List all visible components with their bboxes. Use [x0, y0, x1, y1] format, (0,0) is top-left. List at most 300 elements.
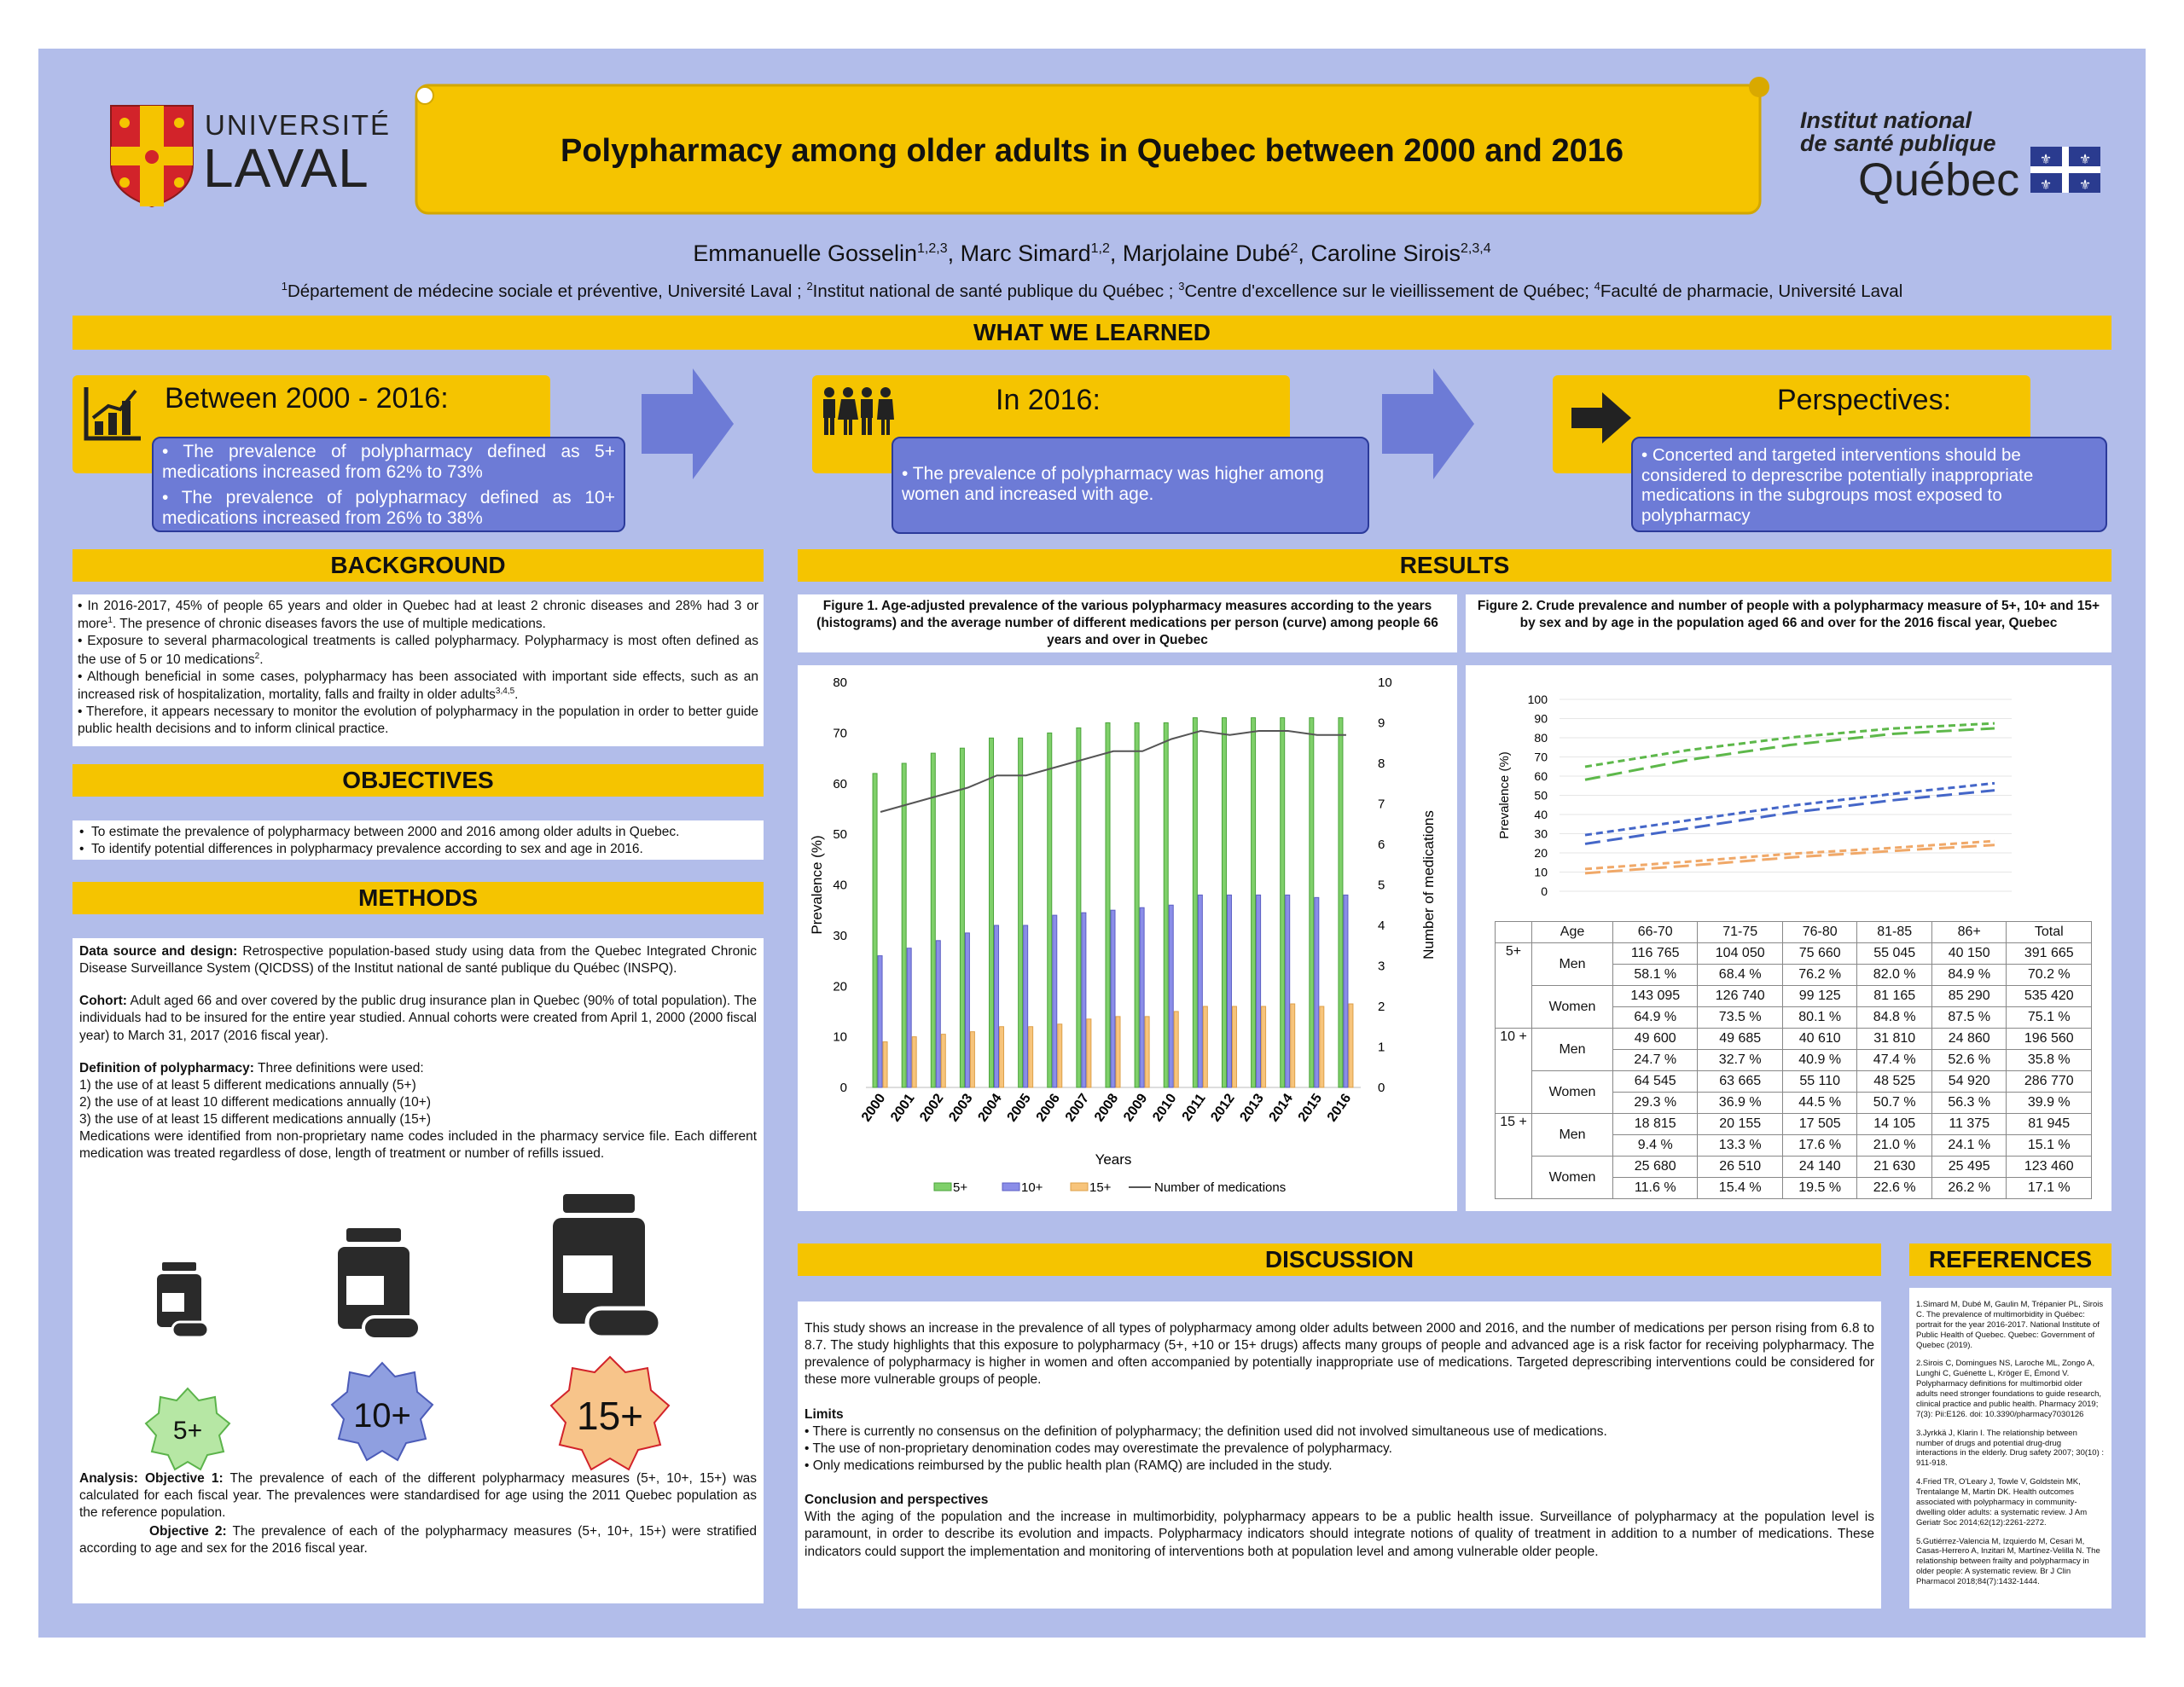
- learned-box-1-heading: Between 2000 - 2016:: [165, 382, 449, 415]
- bar-15plus: [970, 1032, 974, 1087]
- table-percent-cell: 39.9 %: [2007, 1093, 2092, 1114]
- author-sep: ,: [947, 241, 961, 266]
- x-tick-label: 2005: [1004, 1091, 1034, 1125]
- x-tick-label: 2010: [1150, 1091, 1180, 1125]
- limit-item: • There is currently no consensus on the definition of polypharmacy; the definition used did not involved simultaneous use of medications.: [804, 1423, 1607, 1439]
- bar-10plus: [1024, 925, 1028, 1087]
- table-corner-cell: [1496, 922, 1532, 943]
- affil-text: Département de médecine sociale et préventive, Université Laval ;: [287, 281, 807, 301]
- pill-bottle-icon: [333, 1228, 427, 1348]
- bar-5plus: [1281, 718, 1285, 1087]
- table-percent-cell: 15.1 %: [2007, 1135, 2092, 1157]
- learned-box-2-heading: In 2016:: [996, 384, 1101, 416]
- bar-5plus: [960, 748, 964, 1087]
- table-sex-cell: Women: [1532, 1157, 1613, 1199]
- definition-item: 1) the use of at least 5 different medications annually (5+): [79, 1077, 416, 1093]
- table-header-cell: 81-85: [1857, 922, 1932, 943]
- bar-15plus: [1174, 1012, 1178, 1087]
- table-count-cell: 81 165: [1857, 986, 1932, 1007]
- table-percent-cell: 70.2 %: [2007, 965, 2092, 986]
- objective-text: To estimate the prevalence of polypharmacy between 2000 and 2016 among older adults in Quebec.: [91, 825, 680, 839]
- x-tick-label: 2006: [1033, 1091, 1064, 1125]
- table-percent-cell: 19.5 %: [1782, 1178, 1857, 1199]
- series-line-10-women: [1585, 783, 1995, 835]
- table-count-cell: 99 125: [1782, 986, 1857, 1007]
- table-sex-cell: Women: [1532, 1071, 1613, 1114]
- table-percent-cell: 58.1 %: [1613, 965, 1698, 986]
- legend-swatch: [934, 1183, 951, 1191]
- laval-shield-icon: [109, 104, 195, 208]
- table-percent-cell: 84.8 %: [1857, 1007, 1932, 1029]
- table-header-cell: Age: [1532, 922, 1613, 943]
- methods-label: Data source and design:: [79, 944, 238, 959]
- table-count-cell: 25 680: [1613, 1157, 1698, 1178]
- table-row: [1496, 986, 2092, 1007]
- bar-5plus: [990, 738, 994, 1087]
- bar-10plus: [907, 948, 911, 1087]
- series-line-15-women: [1585, 841, 1995, 869]
- bar-5plus: [1019, 738, 1023, 1087]
- x-axis-title: Years: [1095, 1151, 1132, 1168]
- table-count-cell: 75 660: [1782, 943, 1857, 965]
- affiliations-line: [0, 280, 2184, 302]
- arrow-right-icon: [1571, 392, 1633, 443]
- objective-text: To identify potential differences in polypharmacy prevalence according to sex and age in 2016.: [91, 842, 643, 857]
- y-tick-label: 100: [1527, 693, 1548, 706]
- table-count-cell: 143 095: [1613, 986, 1698, 1007]
- bar-15plus: [1232, 1006, 1236, 1087]
- y-tick-label: 40: [833, 878, 847, 893]
- table-count-cell: 64 545: [1613, 1071, 1698, 1093]
- methods-panel: [73, 938, 764, 1603]
- x-tick-label: 2008: [1091, 1091, 1122, 1125]
- table-percent-cell: 29.3 %: [1613, 1093, 1698, 1114]
- y-axis-title: Prevalence (%): [1497, 751, 1512, 839]
- x-tick-label: 2014: [1266, 1091, 1296, 1125]
- table-percent-cell: 17.1 %: [2007, 1178, 2092, 1199]
- badge-5-plus: [141, 1382, 235, 1475]
- table-count-cell: 49 685: [1698, 1029, 1782, 1050]
- author-sep: ,: [1109, 241, 1123, 266]
- y2-tick-label: 5: [1378, 878, 1385, 893]
- table-percent-cell: 80.1 %: [1782, 1007, 1857, 1029]
- table-percent-cell: 84.9 %: [1931, 965, 2007, 986]
- bar-5plus: [873, 774, 877, 1087]
- background-panel: [73, 594, 764, 746]
- pill-bottle-icon: [546, 1194, 665, 1348]
- author-name: Marc Simard: [960, 241, 1091, 266]
- bar-10plus: [1198, 895, 1202, 1087]
- bar-5plus: [1252, 718, 1256, 1087]
- y-tick-label: 40: [1534, 808, 1548, 821]
- methods-text: Adult aged 66 and over covered by the public drug insurance plan in Quebec (90% of total population). The individuals had to be insured for the entire year studied. Annual cohorts were created from April 1, 2000 (2000 fiscal year) to March 31, 2017 (2016 fiscal year).: [79, 994, 757, 1043]
- methods-definition-note: Medications were identified from non-proprietary name codes included in the pharmacy service file. Each different medication was treated regardless of dose, length of treatment or number of refills issued.: [79, 1129, 757, 1162]
- legend-swatch: [1002, 1183, 1019, 1191]
- y2-tick-label: 8: [1378, 757, 1385, 771]
- bar-10plus: [1111, 910, 1115, 1087]
- figure-2-chart: [1466, 665, 2111, 921]
- table-percent-cell: 9.4 %: [1613, 1135, 1698, 1157]
- y-tick-label: 80: [1534, 731, 1548, 745]
- x-tick-label: 2002: [917, 1091, 947, 1125]
- author-sup: 1,2,3: [917, 241, 948, 256]
- bar-10plus: [936, 941, 940, 1087]
- table-percent-cell: 22.6 %: [1857, 1178, 1932, 1199]
- bar-10plus: [1140, 907, 1144, 1087]
- svg-text:⚜: ⚜: [2039, 177, 2053, 193]
- author-sup: 2: [1290, 241, 1298, 256]
- table-count-cell: 196 560: [2007, 1029, 2092, 1050]
- table-count-cell: 18 815: [1613, 1114, 1698, 1135]
- x-tick-label: 2000: [858, 1091, 889, 1125]
- y-tick-label: 60: [1534, 769, 1548, 783]
- y2-tick-label: 10: [1378, 675, 1392, 690]
- table-count-cell: 49 600: [1613, 1029, 1698, 1050]
- background-paragraph: • Therefore, it appears necessary to monitor the evolution of polypharmacy in the population in order to better guide public health decisions and to inform clinical practice.: [78, 704, 758, 737]
- y-tick-label: 0: [839, 1081, 847, 1095]
- methods-definition: [79, 1060, 757, 1077]
- bg-text: • In 2016-2017, 45% of people 65 years and older in Quebec had at least 2 chronic diseases and 28% had 3 or more: [78, 599, 758, 632]
- table-percent-cell: 75.1 %: [2007, 1007, 2092, 1029]
- table-percent-cell: 13.3 %: [1698, 1135, 1782, 1157]
- methods-analysis: [79, 1470, 757, 1522]
- table-percent-cell: 56.3 %: [1931, 1093, 2007, 1114]
- bar-10plus: [1286, 895, 1290, 1087]
- bar-15plus: [1349, 1004, 1353, 1087]
- bar-5plus: [1048, 733, 1052, 1087]
- figure-2-table: [1495, 921, 2092, 1199]
- y-tick-label: 10: [833, 1029, 847, 1045]
- table-count-cell: 24 140: [1782, 1157, 1857, 1178]
- table-percent-cell: 21.0 %: [1857, 1135, 1932, 1157]
- table-count-cell: 55 110: [1782, 1071, 1857, 1093]
- x-tick-label: 2009: [1121, 1091, 1151, 1125]
- table-row: [1496, 1071, 2092, 1093]
- laval-logo-line1: UNIVERSITÉ: [205, 109, 392, 141]
- bar-10plus: [1053, 915, 1057, 1087]
- y2-tick-label: 9: [1378, 716, 1385, 731]
- table-percent-cell: 87.5 %: [1931, 1007, 2007, 1029]
- table-count-cell: 54 920: [1931, 1071, 2007, 1093]
- table-count-cell: 14 105: [1857, 1114, 1932, 1135]
- reference-item: 4.Fried TR, O'Leary J, Towle V, Goldstein MK, Trentalange M, Martin DK. Health outcomes associated with polypharmacy in community-dwelling older adults: a systematic review. J Am Geriatr Soc 2014;62(12):2261-2272.: [1916, 1477, 2088, 1528]
- table-row: [1496, 1029, 2092, 1050]
- bar-5plus: [1164, 723, 1168, 1088]
- bg-text: • Exposure to several pharmacological treatments is called polypharmacy. Polypharmacy is most often defined as the use of 5 or 10 medications: [78, 634, 758, 667]
- table-count-cell: 20 155: [1698, 1114, 1782, 1135]
- citation-sup: 3,4,5: [495, 687, 515, 697]
- author-sup: 1,2: [1090, 241, 1110, 256]
- table-percent-cell: 35.8 %: [2007, 1050, 2092, 1071]
- figure-2-panel: [1466, 665, 2111, 1211]
- table-sex-cell: Women: [1532, 986, 1613, 1029]
- badge-label: 10+: [353, 1397, 411, 1435]
- bar-5plus: [1106, 723, 1110, 1088]
- reference-item: 1.Simard M, Dubé M, Gaulin M, Trépanier PL, Sirois C. The prevalence of multimorbidity in Québec: portrait for the year 2016-2017. National Institute of Public Health of Quebec. Quebec: Government of Quebec (2019).: [1916, 1300, 2104, 1350]
- bar-10plus: [1169, 905, 1173, 1087]
- methods-header: METHODS: [73, 882, 764, 914]
- bar-15plus: [1000, 1027, 1004, 1087]
- figure-1-chart: [798, 665, 1457, 1211]
- table-percent-cell: 24.7 %: [1613, 1050, 1698, 1071]
- x-tick-label: 2016: [1324, 1091, 1355, 1125]
- table-sex-cell: Men: [1532, 943, 1613, 986]
- badge-label: 5+: [172, 1417, 203, 1445]
- y2-tick-label: 4: [1378, 919, 1385, 933]
- table-header-cell: 71-75: [1698, 922, 1782, 943]
- inspq-logo-line1: Institut national: [1800, 107, 1972, 133]
- methods-label: Analysis: Objective 1:: [79, 1471, 224, 1486]
- methods-label: Cohort:: [79, 994, 127, 1009]
- table-group-cell: 10 +: [1496, 1029, 1532, 1114]
- bar-10plus: [965, 933, 969, 1087]
- table-percent-cell: 47.4 %: [1857, 1050, 1932, 1071]
- badge-label: 15+: [576, 1394, 644, 1438]
- bar-15plus: [1087, 1019, 1091, 1087]
- table-percent-cell: 15.4 %: [1698, 1178, 1782, 1199]
- table-count-cell: 40 610: [1782, 1029, 1857, 1050]
- y-tick-label: 30: [1534, 826, 1548, 841]
- y-tick-label: 50: [1534, 788, 1548, 803]
- table-count-cell: 31 810: [1857, 1029, 1932, 1050]
- bar-15plus: [1320, 1006, 1324, 1087]
- references-header: REFERENCES: [1909, 1244, 2111, 1276]
- right-arrow-icon: [642, 368, 735, 479]
- svg-text:⚜: ⚜: [2078, 151, 2092, 167]
- table-percent-cell: 68.4 %: [1698, 965, 1782, 986]
- table-count-cell: 17 505: [1782, 1114, 1857, 1135]
- bar-15plus: [1145, 1017, 1149, 1087]
- learned-box-3-heading: Perspectives:: [1776, 384, 1952, 416]
- table-percent-cell: 11.6 %: [1613, 1178, 1698, 1199]
- y-tick-label: 30: [833, 928, 847, 943]
- table-count-cell: 26 510: [1698, 1157, 1782, 1178]
- discussion-paragraph: This study shows an increase in the prevalence of all types of polypharmacy among older adults between 2000 and 2016, and the number of medications per person rising from 6.8 to 8.7. The study highlights that this exposure to polypharmacy (5+, +10 or 15+ drugs) affects many groups of people and advanced age is a risk factor for receiving polypharmacy. The prevalence of polypharmacy is higher in women and often accompanied by potentially inappropriate use of medications. Targeted deprescribing interventions could be considered for these more vulnerable groups of people.: [804, 1321, 1874, 1388]
- table-group-cell: 5+: [1496, 943, 1532, 1029]
- learned-box-2-body: [892, 437, 1369, 534]
- definition-item: 2) the use of at least 10 different medications annually (10+): [79, 1094, 432, 1110]
- x-tick-label: 2001: [888, 1091, 918, 1125]
- author-name: Caroline Sirois: [1310, 241, 1461, 266]
- legend-label: 5+: [953, 1180, 968, 1195]
- citation-sup: 2: [254, 651, 260, 661]
- bar-5plus: [902, 763, 906, 1087]
- table-count-cell: 391 665: [2007, 943, 2092, 965]
- table-percent-cell: 76.2 %: [1782, 965, 1857, 986]
- bar-15plus: [1262, 1006, 1266, 1087]
- author-name: Emmanuelle Gosselin: [693, 241, 917, 266]
- affil-sup: 3: [1178, 280, 1185, 293]
- badge-15-plus: [546, 1350, 674, 1478]
- bg-text: .: [514, 687, 519, 703]
- legend-label: 10+: [1021, 1180, 1043, 1195]
- methods-text: The prevalence of each of the different polypharmacy measures (5+, 10+, 15+) was calculated for each fiscal year. The prevalences were standardised for age using the 2011 Quebec population as the reference population.: [79, 1471, 758, 1521]
- background-paragraph: [78, 598, 758, 633]
- bar-10plus: [1315, 897, 1319, 1087]
- svg-text:⚜: ⚜: [2078, 177, 2092, 193]
- table-percent-cell: 32.7 %: [1698, 1050, 1782, 1071]
- bar-15plus: [941, 1035, 945, 1087]
- pill-bottle-icon: [154, 1262, 213, 1348]
- objective-item: • To identify potential differences in polypharmacy prevalence according to sex and age in 2016.: [79, 842, 643, 857]
- bar-10plus: [1082, 913, 1086, 1087]
- methods-data-source: [79, 943, 757, 977]
- y-tick-label: 70: [833, 726, 847, 741]
- affil-sup: 4: [1594, 280, 1600, 293]
- bg-text: .: [259, 652, 264, 667]
- discussion-panel: [798, 1301, 1881, 1609]
- methods-objective-2: [79, 1523, 757, 1557]
- x-tick-label: 2007: [1062, 1091, 1093, 1125]
- author-sep: ,: [1298, 241, 1311, 266]
- bar-15plus: [1116, 1017, 1120, 1087]
- table-count-cell: 123 460: [2007, 1157, 2092, 1178]
- bg-text: . The presence of chronic diseases favors the use of multiple medications.: [112, 617, 546, 632]
- table-count-cell: 535 420: [2007, 986, 2092, 1007]
- citation-sup: 1: [107, 616, 113, 626]
- legend-label: Number of medications: [1154, 1180, 1287, 1195]
- bar-15plus: [883, 1042, 887, 1087]
- table-percent-cell: 36.9 %: [1698, 1093, 1782, 1114]
- table-count-cell: 85 290: [1931, 986, 2007, 1007]
- table-count-cell: 104 050: [1698, 943, 1782, 965]
- learned-box-1-body: [152, 437, 625, 532]
- x-tick-label: 2011: [1179, 1091, 1209, 1124]
- table-percent-cell: 40.9 %: [1782, 1050, 1857, 1071]
- learned-bullet: • The prevalence of polypharmacy was higher among women and increased with age.: [902, 464, 1324, 505]
- bar-5plus: [1310, 718, 1314, 1087]
- y-tick-label: 50: [833, 827, 847, 843]
- bar-15plus: [1291, 1004, 1295, 1087]
- table-sex-cell: Men: [1532, 1114, 1613, 1157]
- table-percent-cell: 26.2 %: [1931, 1178, 2007, 1199]
- conclusion-paragraph: With the aging of the population and the increase in multimorbidity, polypharmacy appears to be a public health issue. Surveillance of polypharmacy at the population level is paramount, in order to describe its evolution and impacts. Polypharmacy indicators should integrate notions of quality of treatment in addition to a number of medications. These indicators could support the implementation and monitoring of interventions both at population level and among vulnerable older people.: [804, 1510, 1874, 1559]
- table-count-cell: 40 150: [1931, 943, 2007, 965]
- table-percent-cell: 52.6 %: [1931, 1050, 2007, 1071]
- table-count-cell: 25 495: [1931, 1157, 2007, 1178]
- bar-5plus: [1077, 728, 1081, 1087]
- conclusion-title: Conclusion and perspectives: [804, 1493, 989, 1508]
- table-percent-cell: 73.5 %: [1698, 1007, 1782, 1029]
- methods-text: The prevalence of each of the polypharmacy measures (5+, 10+, 15+) were stratified according to age and sex for the 2016 fiscal year.: [79, 1524, 757, 1557]
- background-paragraph: [78, 633, 758, 668]
- y2-tick-label: 1: [1378, 1040, 1385, 1055]
- y-tick-label: 0: [1541, 884, 1548, 898]
- universite-laval-logo: [109, 104, 392, 215]
- objectives-panel: [73, 820, 764, 860]
- bar-15plus: [1058, 1024, 1062, 1087]
- references-panel: [1909, 1288, 2111, 1609]
- table-header-cell: Total: [2007, 922, 2092, 943]
- limit-item: • Only medications reimbursed by the public health plan (RAMQ) are included in the study.: [804, 1458, 1333, 1473]
- objectives-header: OBJECTIVES: [73, 764, 764, 797]
- table-count-cell: 55 045: [1857, 943, 1932, 965]
- table-header-cell: 66-70: [1613, 922, 1698, 943]
- table-count-cell: 24 860: [1931, 1029, 2007, 1050]
- table-header-cell: 86+: [1931, 922, 2007, 943]
- table-row: [1496, 943, 2092, 965]
- y-axis-title: Prevalence (%): [809, 835, 825, 935]
- table-count-cell: 286 770: [2007, 1071, 2092, 1093]
- table-percent-cell: 50.7 %: [1857, 1093, 1932, 1114]
- bar-10plus: [1257, 895, 1261, 1087]
- methods-text: Three definitions were used:: [253, 1060, 424, 1075]
- series-line-5-men: [1585, 728, 1995, 780]
- table-count-cell: 11 375: [1931, 1114, 2007, 1135]
- bg-text: • Although beneficial in some cases, polypharmacy has been associated with important side effects, such as an increased risk of hospitalization, mortality, falls and frailty in older adults: [78, 669, 758, 703]
- table-percent-cell: 64.9 %: [1613, 1007, 1698, 1029]
- number-of-medications-line: [880, 731, 1346, 812]
- bar-5plus: [1135, 723, 1139, 1088]
- figure-2-caption: Figure 2. Crude prevalence and number of people with a polypharmacy measure of 5+, 10+ and 15+ by sex and by age in the population aged 66 and over for the 2016 fiscal year, Quebec: [1466, 594, 2111, 652]
- y-tick-label: 10: [1534, 865, 1548, 879]
- x-tick-label: 2013: [1237, 1091, 1267, 1125]
- what-we-learned-header: WHAT WE LEARNED: [73, 316, 2111, 350]
- bar-10plus: [1227, 895, 1231, 1087]
- right-arrow-icon: [1382, 368, 1476, 479]
- table-row: [1496, 1114, 2092, 1135]
- bar-10plus: [995, 925, 999, 1087]
- table-count-cell: 81 945: [2007, 1114, 2092, 1135]
- definition-item: 3) the use of at least 15 different medications annually (15+): [79, 1112, 432, 1128]
- table-percent-cell: 17.6 %: [1782, 1135, 1857, 1157]
- bar-5plus: [931, 753, 935, 1087]
- legend-swatch: [1071, 1183, 1088, 1191]
- figure-1-panel: [798, 665, 1457, 1211]
- reference-item: 5.Gutiérrez-Valencia M, Izquierdo M, Cesari M, Casas-Herrero A, Inzitari M, Martínez-Velilla N. The relationship between frailty and polypharmacy in older people: A systematic review. Br J Clin Pharmacol 2018;84(7):1432-1444.: [1916, 1536, 2100, 1586]
- authors-line: [0, 241, 2184, 267]
- table-count-cell: 63 665: [1698, 1071, 1782, 1093]
- table-count-cell: 116 765: [1613, 943, 1698, 965]
- svg-text:⚜: ⚜: [2039, 151, 2053, 167]
- bar-15plus: [912, 1037, 916, 1087]
- affil-sup: 2: [806, 280, 813, 293]
- table-percent-cell: 44.5 %: [1782, 1093, 1857, 1114]
- table-percent-cell: 82.0 %: [1857, 965, 1932, 986]
- y2-tick-label: 2: [1378, 1000, 1385, 1014]
- results-header: RESULTS: [798, 549, 2111, 582]
- y-tick-label: 90: [1534, 711, 1548, 726]
- bar-10plus: [878, 956, 882, 1087]
- objective-item: • To estimate the prevalence of polypharmacy between 2000 and 2016 among older adults in Quebec.: [79, 825, 680, 839]
- limit-item: • The use of non-proprietary denomination codes may overestimate the prevalence of polypharmacy.: [804, 1441, 1392, 1456]
- figure-1-caption: Figure 1. Age-adjusted prevalence of the various polypharmacy measures according to the years (histograms) and the average number of different medications per person (curve) among people 66 years and over in Quebec: [798, 594, 1457, 652]
- methods-label: Definition of polypharmacy:: [79, 1060, 254, 1075]
- learned-box-3-body: [1631, 437, 2107, 532]
- y-tick-label: 20: [1534, 846, 1548, 860]
- discussion-header: DISCUSSION: [798, 1244, 1881, 1276]
- table-percent-cell: 24.1 %: [1931, 1135, 2007, 1157]
- table-sex-cell: Men: [1532, 1029, 1613, 1071]
- bar-5plus: [1339, 718, 1343, 1087]
- inspq-logo-line3: Québec: [1858, 154, 2020, 206]
- bar-15plus: [1203, 1006, 1207, 1087]
- learned-bullet: • The prevalence of polypharmacy defined as 10+ medications increased from 26% to 38%: [162, 488, 615, 529]
- bar-5plus: [1222, 718, 1226, 1087]
- learned-bullet: • The prevalence of polypharmacy defined as 5+ medications increased from 62% to 73%: [162, 442, 615, 483]
- methods-cohort: [79, 993, 757, 1044]
- table-row: [1496, 1157, 2092, 1178]
- title-banner: [410, 75, 1774, 222]
- series-line-10-men: [1585, 791, 1995, 844]
- legend-label: 15+: [1089, 1180, 1112, 1195]
- y2-tick-label: 0: [1378, 1081, 1385, 1095]
- table-count-cell: 21 630: [1857, 1157, 1932, 1178]
- y2-tick-label: 3: [1378, 959, 1385, 974]
- table-count-cell: 48 525: [1857, 1071, 1932, 1093]
- inspq-logo: [1800, 109, 2124, 212]
- affil-sup: 1: [281, 280, 288, 293]
